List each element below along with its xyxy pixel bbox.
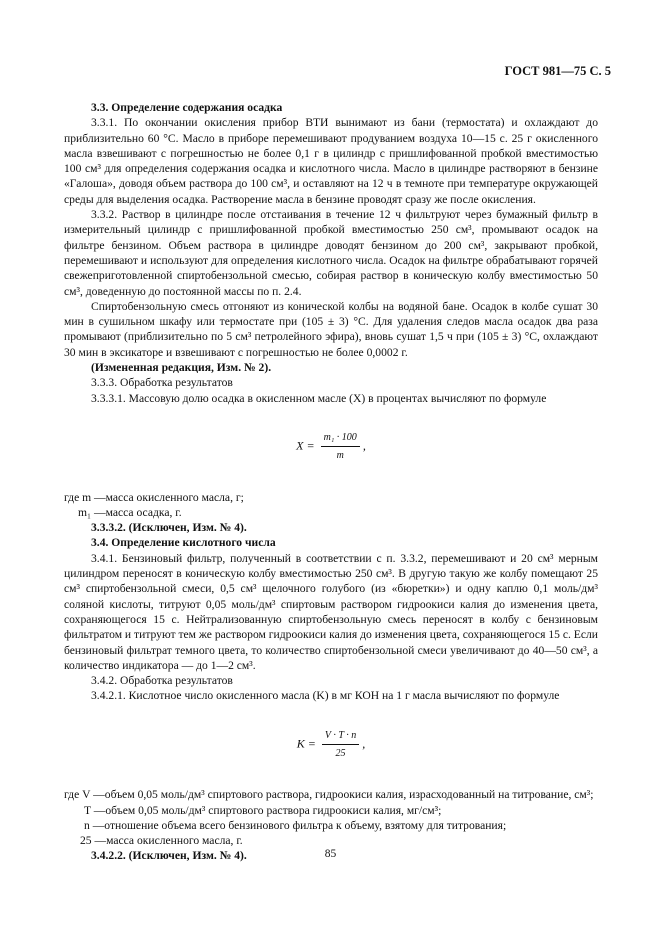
formula-x-fraction <box>321 430 360 464</box>
paragraph-3-4-2-2: 3.4.2.2. (Исключен, Изм. № 4). <box>91 849 247 863</box>
paragraph-3-3-3-2: 3.3.3.2. (Исключен, Изм. № 4). <box>91 521 247 535</box>
formula-k-lhs: K = <box>296 736 316 751</box>
where-symbol: 25 — <box>80 834 107 848</box>
paragraph-3-3-3: 3.3.3. Обработка результатов <box>91 376 233 390</box>
paragraph-3-4-2-1: 3.4.2.1. Кислотное число окисленного масла (K) в мг КОН на 1 г масла вычисляют по формуле <box>91 689 560 703</box>
paragraph-3-3-1: 3.3.1. По окончании окисления прибор ВТИ вынимают из бани (термостата) и охлаждают до приблизительно 60 °С. Масло в приборе перемешивают продуванием воздуха 10—15 с. 25 г окисленного масла взвешивают с погрешностью не более 0,1 г в цилиндр с пришлифованной пробкой вместимостью 100 см³ для определения содержания осадка и кислотного числа. Масло в цилиндре растворяют в бензине «Галоша», доводя объем раствора до 100 см³, и оставляют на 12 ч в темноте при температуре окружающей среды для выделения осадка. Растворение масла в бензине проводят сразу же после окисления. <box>64 116 598 206</box>
edit-note: (Измененная редакция, Изм. № 2). <box>91 361 272 375</box>
formula-x <box>64 430 598 464</box>
where-list-x <box>64 490 598 521</box>
where-symbol: T — <box>84 803 106 817</box>
page-header: ГОСТ 981—75 С. 5 <box>504 64 611 78</box>
formula-x-denominator: m <box>336 450 344 462</box>
where-symbol: n — <box>84 818 105 832</box>
where-text: объем 0,05 моль/дм³ спиртового раствора, гидроокиси калия, израсходованный на титрование, см³; <box>104 788 594 802</box>
formula-k-fraction <box>322 728 359 762</box>
where-text: масса окисленного масла, г; <box>105 490 244 504</box>
where-item <box>64 505 598 520</box>
formula-x-tail: , <box>362 438 366 453</box>
where-list-k <box>64 787 598 848</box>
formula-x-lhs: X = <box>296 438 315 453</box>
where-item <box>64 787 598 802</box>
section-3-3-title: 3.3. Определение содержания осадка <box>91 101 283 114</box>
where-item <box>64 490 598 505</box>
section-3-4-title: 3.4. Определение кислотного числа <box>91 536 276 550</box>
paragraph-3-4-1: 3.4.1. Бензиновый фильтр, полученный в соответствии с п. 3.3.2, перемешивают и 20 см³ мерным цилиндром переносят в коническую колбу вместимостью 250 см³. В другую такую же колбу помещают 25 см³ спиртобензольной смеси, 0,5 см³ щелочного голубого (из «бюретки») и одну каплю 0,1 моль/дм³ соляной кислоты, титруют 0,05 моль/дм³ спиртовым раствором гидроокиси калия до изменения цвета, сохраняющегося 15 с. Нейтрализованную спиртобензольную смесь переносят в колбу с бензиновым фильтратом и титруют тем же раствором гидроокиси калия до изменения цвета, сохраняющегося 15 с. Если бензиновый фильтрат темного цвета, то количество спиртобензольной смеси увеличивают до 40—50 см³, а количество индикатора — до 1—2 см³. <box>64 551 598 672</box>
paragraph-3-3-2: 3.3.2. Раствор в цилиндре после отстаивания в течение 12 ч фильтруют через бумажный фильтр в измерительный цилиндр с пришлифованной пробкой вместимостью 250 см³, промывают осадок на фильтре бензином. Объем раствора в цилиндре доводят бензином до 200 см³, закрывают пробкой, перемешивают и используют для определения кислотного числа. Осадок на фильтре обрабатывают горячей свежеприготовленной спиртобензольной смесью, собирая раствор в коническую колбу вместимостью 50 см³, доведенную до постоянной массы по п. 2.4. <box>64 208 598 298</box>
paragraph-3-3-3-1: 3.3.3.1. Массовую долю осадка в окисленном масле (X) в процентах вычисляют по формуле <box>91 391 547 405</box>
paragraph-spirtobenzol: Спиртобензольную смесь отгоняют из конической колбы на водяной бане. Осадок в колбе сушат 30 мин в сушильном шкафу или термостате при (105 ± 3) °С. Для удаления следов масла осадок два раза промывают (приблизительно по 5 см³ петролейного эфира), вновь сушат 1,5 ч при (105 ± 3) °С, охлаждают 30 мин в эксикаторе и взвешивают с погрешностью не более 0,0002 г. <box>64 299 598 359</box>
formula-k-numerator: V · T · n <box>322 728 359 745</box>
where-symbol: где V — <box>64 788 105 802</box>
where-text: масса осадка, г. <box>105 505 182 519</box>
where-item <box>64 818 598 833</box>
paragraph-3-4-2: 3.4.2. Обработка результатов <box>91 674 233 688</box>
where-symbol: где m — <box>64 490 106 504</box>
where-symbol: m₁ — <box>78 505 106 519</box>
formula-k <box>64 728 598 762</box>
where-text: отношение объема всего бензинового фильтра к объему, взятому для титрования; <box>104 818 507 832</box>
page-number: 85 <box>324 848 337 860</box>
where-text: объем 0,05 моль/дм³ спиртового раствора гидроокиси калия, мг/см³; <box>105 803 442 817</box>
where-item <box>64 833 598 848</box>
page-content <box>64 100 598 864</box>
formula-k-denominator: 25 <box>335 747 346 759</box>
where-item <box>64 803 598 818</box>
formula-x-numerator: m₁ · 100 <box>321 430 360 447</box>
where-text: масса окисленного масла, г. <box>106 834 243 848</box>
formula-k-tail: , <box>362 736 366 751</box>
